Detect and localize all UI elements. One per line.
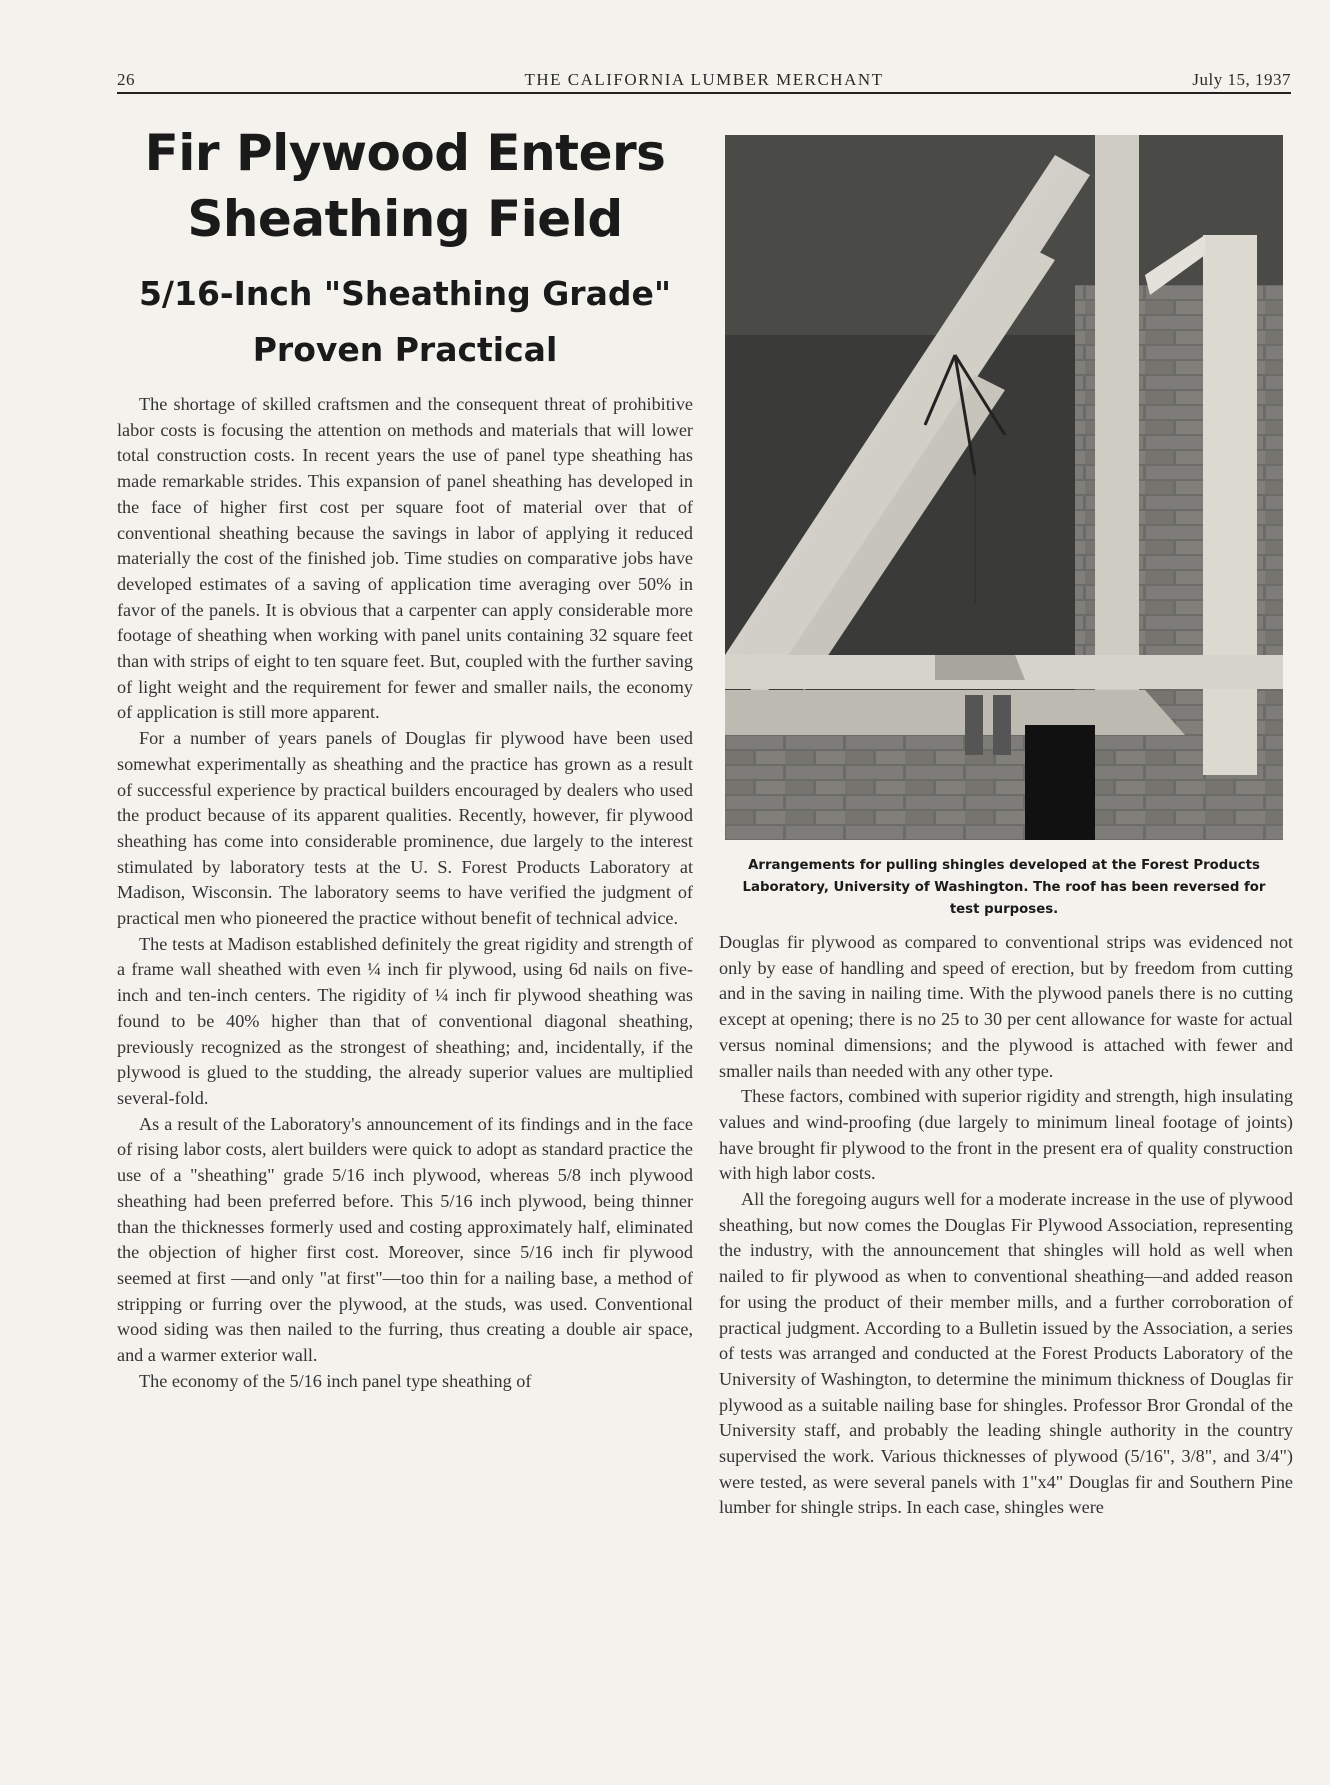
headline-line-2: Sheathing Field xyxy=(187,190,623,248)
photo-illustration xyxy=(725,135,1283,840)
photo-caption: Arrangements for pulling shingles developed at the Forest Products Laboratory, University of Washington. The roof has been reversed for test purposes. xyxy=(742,858,1266,917)
left-column xyxy=(117,110,693,1394)
running-header xyxy=(117,66,1291,92)
subhead-line-1: 5/16-Inch "Sheathing Grade" xyxy=(138,274,672,313)
publication-title: THE CALIFORNIA LUMBER MERCHANT xyxy=(524,70,884,89)
body-paragraph: The tests at Madison established definitely the great rigidity and strength of a frame wall sheathed with even ¼ inch fir plywood, using 6d nails on five-inch and ten-inch centers. The rigidity of ¼ inch fir plywood sheathing was found to be 40% higher than that of conventional diagonal sheathing, previously recognized as the strongest of sheathing; and, incidentally, if the plywood is glued to the studding, the already superior values are multiplied several-fold. xyxy=(117,933,693,1108)
left-body-text xyxy=(117,392,693,1394)
body-paragraph: The shortage of skilled craftsmen and the consequent threat of prohibitive labor costs is focusing the attention on methods and materials that will lower total construction costs. In recent years the use of panel type sheathing has made remarkable strides. This expansion of panel sheathing has developed in the face of higher first cost per square foot of material over that of conventional sheathing because the savings in labor of applying it reduced materially the cost of the finished job. Time studies on comparative jobs have developed estimates of a saving of application time averaging over 50% in favor of the panels. It is obvious that a carpenter can apply considerable more footage of sheathing when working with panel units containing 32 square feet than with strips of eight to ten square feet. But, coupled with the further saving of light weight and the requirement for fewer and smaller nails, the economy of application is still more apparent. xyxy=(117,394,693,723)
right-column xyxy=(719,930,1293,1521)
issue-date: July 15, 1937 xyxy=(1192,70,1291,89)
headline xyxy=(117,120,693,252)
body-paragraph: The economy of the 5/16 inch panel type sheathing of xyxy=(139,1370,532,1391)
body-paragraph: Douglas fir plywood as compared to conventional strips was evidenced not only by ease of handling and speed of erection, but by freedom from cutting and in the saving in nailing time. With the plywood panels there is no cutting except at opening; there is no 25 to 30 per cent allowance for waste for actual versus nominal dimensions; and the plywood is attached with fewer and smaller nails than needed with any other type. xyxy=(719,932,1293,1081)
headline-line-1: Fir Plywood Enters xyxy=(144,124,666,182)
roof-test-photo xyxy=(725,135,1283,840)
body-paragraph: As a result of the Laboratory's announcement of its findings and in the face of rising labor costs, alert builders were quick to adopt as standard practice the use of a "sheathing" grade 5/16 inch plywood, whereas 5/8 inch plywood sheathing had been preferred before. This 5/16 inch plywood, being thinner than the thicknesses formerly used and costing approximately half, eliminated the objection of higher first cost. Moreover, since 5/16 inch fir plywood seemed at first —and only "at first"—too thin for a nailing base, a method of stripping or furring over the plywood, at the studs, was used. Conventional wood siding was then nailed to the furring, thus creating a double air space, and a warmer exterior wall. xyxy=(117,1113,693,1366)
page-number: 26 xyxy=(117,70,135,89)
subhead-line-2: Proven Practical xyxy=(252,330,558,369)
body-paragraph: These factors, combined with superior rigidity and strength, high insulating values and wind-proofing (due largely to minimum lineal footage of joints) have brought fir plywood to the front in the present era of quality construction with high labor costs. xyxy=(719,1086,1293,1184)
body-paragraph: All the foregoing augurs well for a moderate increase in the use of plywood sheathing, but now comes the Douglas Fir Plywood Association, representing the industry, with the announcement that shingles will hold as well when nailed to fir plywood as when to conventional sheathing—and added reason for using the product of their member mills, and a further corroboration of practical judgment. According to a Bulletin issued by the Association, a series of tests was arranged and conducted at the Forest Products Laboratory of the University of Washington, to determine the minimum thickness of Douglas fir plywood as a suitable nailing base for shingles. Professor Bror Grondal of the University staff, and probably the leading shingle authority in the country supervised the work. Various thicknesses of plywood (5/16", 3/8", and 3/4") were tested, as were several panels with 1"x4" Douglas fir and Southern Pine lumber for shingle strips. In each case, shingles were xyxy=(719,1189,1293,1518)
body-paragraph: For a number of years panels of Douglas fir plywood have been used somewhat experimentally as sheathing and the practice has grown as a result of successful experience by practical builders encouraged by dealers who used the product because of its apparent qualities. Recently, however, fir plywood sheathing has come into considerable prominence, due largely to the interest stimulated by laboratory tests at the U. S. Forest Products Laboratory at Madison, Wisconsin. The laboratory seems to have verified the judgment of practical men who pioneered the practice without benefit of technical advice. xyxy=(117,728,693,929)
subheadline xyxy=(117,266,693,378)
header-rule xyxy=(117,92,1291,94)
